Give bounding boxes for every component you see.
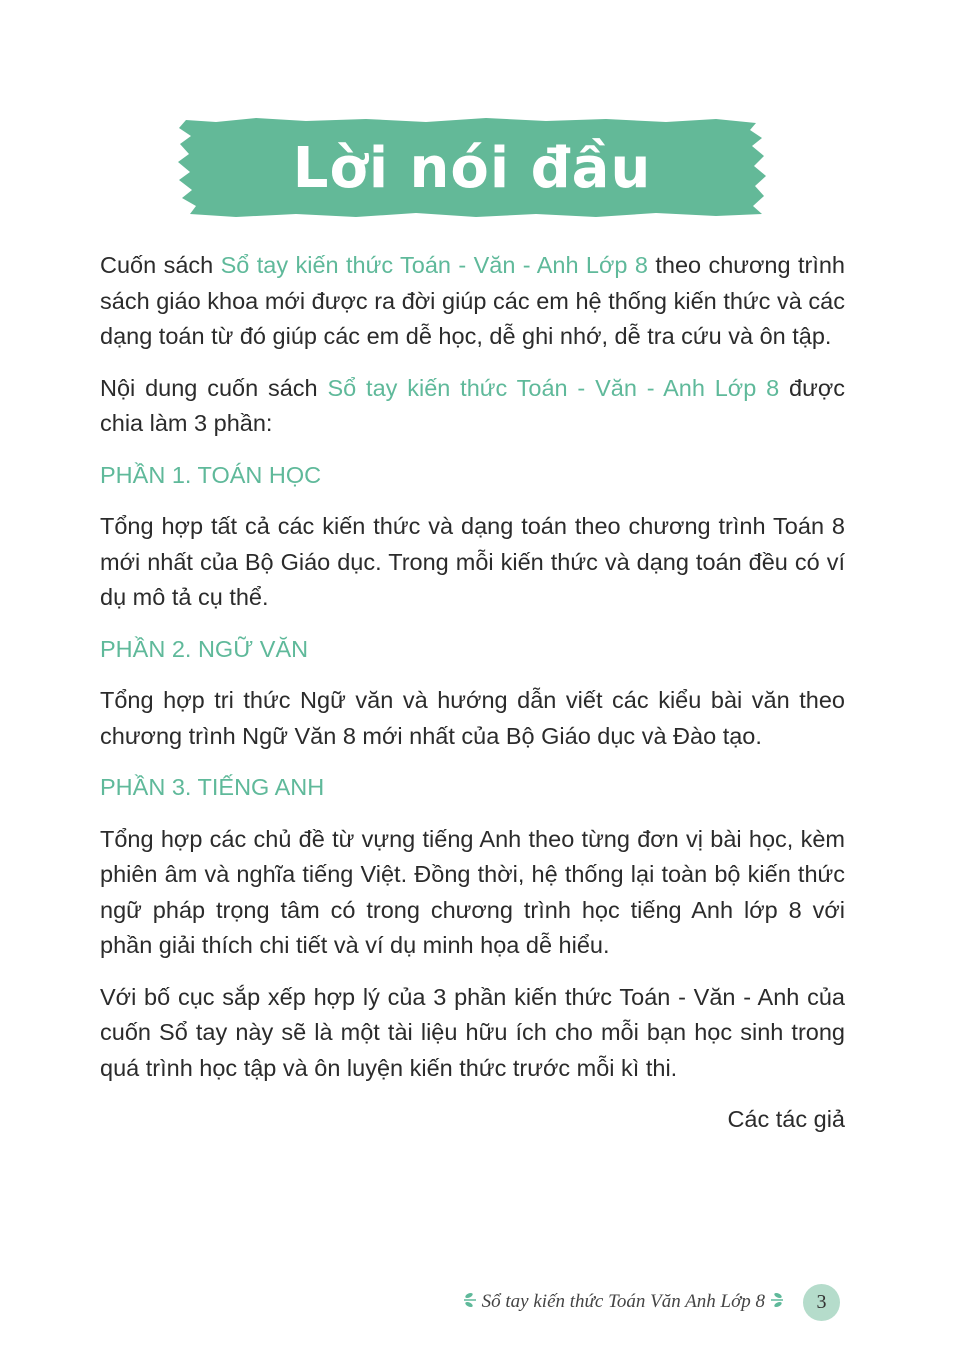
page-footer bbox=[440, 1284, 840, 1320]
conclusion-paragraph: Với bố cục sắp xếp hợp lý của 3 phần kiến thức Toán - Văn - Anh của cuốn Sổ tay này sẽ là một tài liệu hữu ích cho mỗi bạn học sinh trong quá trình học tập và ôn luyện kiến thức trước mỗi kì thi. bbox=[100, 983, 845, 1081]
signature: Các tác giả bbox=[727, 1106, 845, 1132]
section-heading-math: PHẦN 1. TOÁN HỌC bbox=[100, 461, 322, 488]
content-intro-suffix: được chia làm 3 phần: bbox=[100, 374, 845, 436]
leaf-ornament-right-icon bbox=[769, 1291, 785, 1314]
intro-prefix: Cuốn sách bbox=[100, 252, 221, 278]
page-title: Lời nói đầu bbox=[292, 135, 652, 201]
section-text-literature: Tổng hợp tri thức Ngữ văn và hướng dẫn viết các kiểu bài văn theo chương trình Ngữ Văn 8 mới nhất của Bộ Giáo dục và Đào tạo. bbox=[100, 687, 845, 749]
section-heading-english: PHẦN 3. TIẾNG ANH bbox=[100, 774, 325, 800]
footer-book-title: Sổ tay kiến thức Toán Văn Anh Lớp 8 bbox=[481, 1291, 765, 1312]
leaf-ornament-left-icon bbox=[462, 1291, 478, 1314]
page-number: 3 bbox=[816, 1290, 827, 1313]
intro-paragraph bbox=[100, 248, 845, 355]
page-number-badge bbox=[803, 1284, 840, 1321]
section-heading-literature: PHẦN 2. NGỮ VĂN bbox=[100, 635, 309, 662]
book-name-highlight: Sổ tay kiến thức Toán - Văn - Anh Lớp 8 bbox=[327, 374, 780, 401]
book-name-highlight: Sổ tay kiến thức Toán - Văn - Anh Lớp 8 bbox=[220, 252, 648, 278]
title-banner bbox=[176, 116, 768, 220]
content-intro-prefix: Nội dung cuốn sách bbox=[100, 374, 328, 401]
content-area bbox=[100, 248, 845, 1138]
section-text-math: Tổng hợp tất cả các kiến thức và dạng toán theo chương trình Toán 8 mới nhất của Bộ Giáo dục. Trong mỗi kiến thức và dạng toán đều có ví dụ mô tả cụ thể. bbox=[100, 513, 845, 610]
intro-suffix: theo chương trình sách giáo khoa mới được ra đời giúp các em hệ thống kiến thức và các dạng toán từ đó giúp các em dễ học, dễ ghi nhớ, dễ tra cứu và ôn tập. bbox=[100, 252, 845, 349]
content-intro-paragraph bbox=[100, 371, 845, 442]
section-text-english: Tổng hợp các chủ đề từ vựng tiếng Anh theo từng đơn vị bài học, kèm phiên âm và nghĩa tiếng Việt. Đồng thời, hệ thống lại toàn bộ kiến thức ngữ pháp trọng tâm có trong chương trình học tiếng Anh lớp 8 với phần giải thích chi tiết và ví dụ minh họa dễ hiểu. bbox=[100, 825, 845, 958]
